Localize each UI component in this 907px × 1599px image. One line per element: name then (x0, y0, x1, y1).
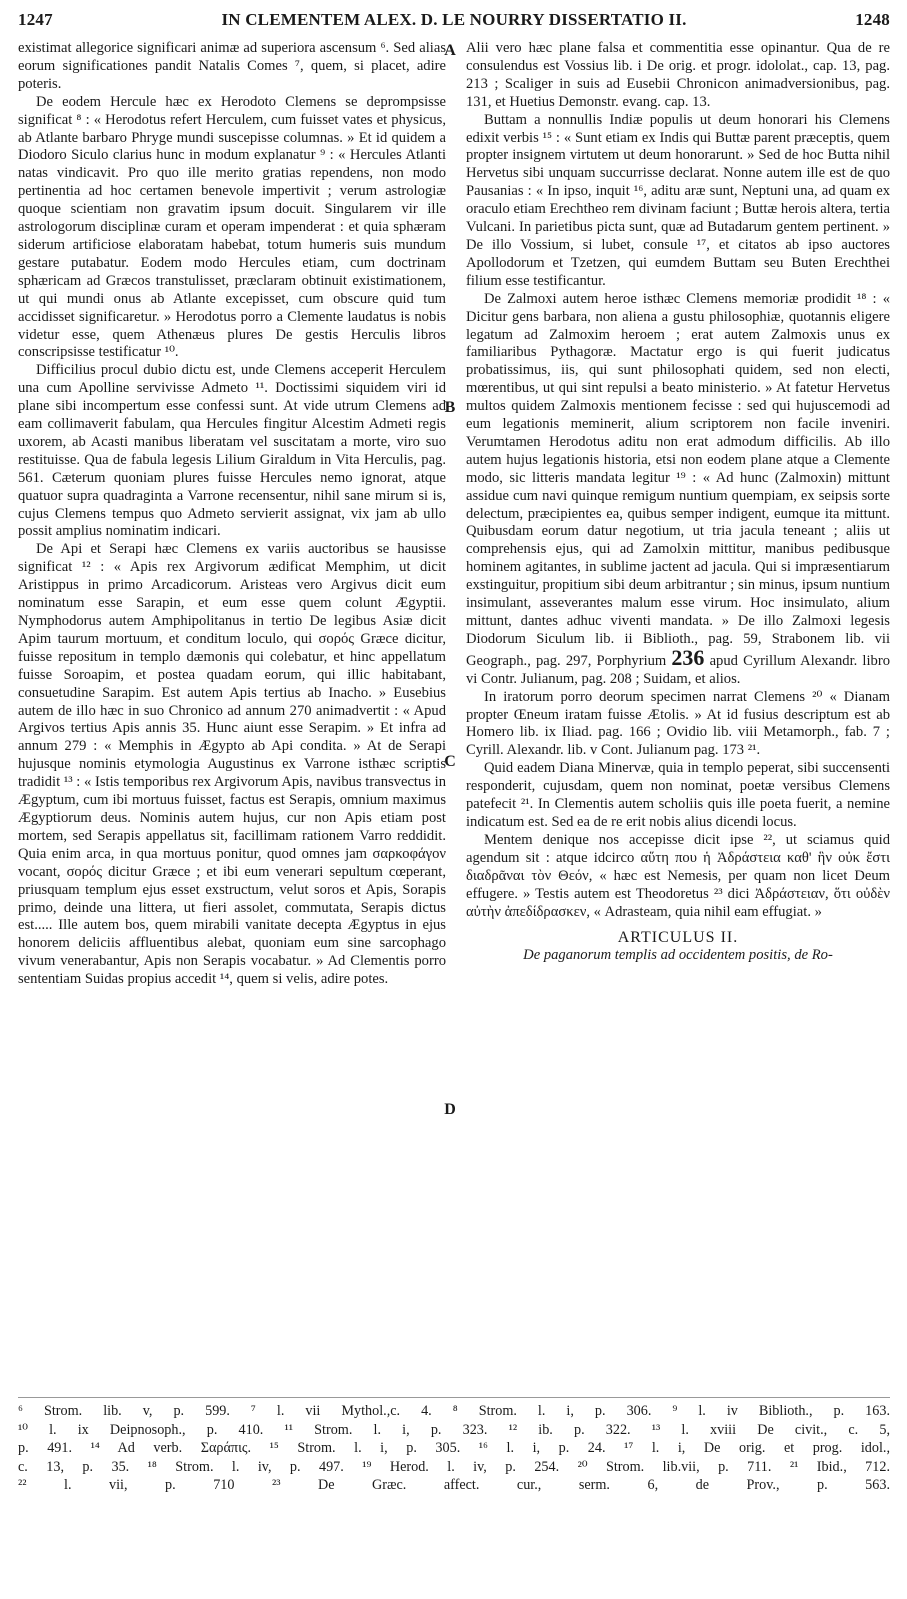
running-title: IN CLEMENTEM ALEX. D. LE NOURRY DISSERTATIO II. (221, 10, 687, 29)
paragraph: Mentem denique nos accepisse dicit ipse ²², ut sciamus quid agendum sit : atque idcirco αὕτη που ἡ Ἀδράστεια καθ' ἣν οὐκ ἔστι διαδρᾶναι τὸν Θεόν, « hæc est Nemesis, per quam non licet Deum effugere. » Testis autem est Theodoretus ²³ dici Ἀδράστειαν, ὅτι οὐδὲν αὐτὴν ἀπεδίδρασκεν, « Adrasteam, quia nihil eam effugiat. » (466, 831, 890, 920)
margin-marker-d: D (444, 1101, 456, 1118)
paragraph: De Zalmoxi autem heroe isthæc Clemens memoriæ prodidit ¹⁸ : « Dicitur gens barbara, non aliena a gustu philosophiæ, quotannis eligere legatum ad Zalmoxim heroem ; erat autem Zalmoxis unus ex familiaribus Pythagoræ. Mactatur ergo is qui fuerit judicatus probatissimus, iis, qui sunt philosophati quidem, sed non electi, mœrentibus, ut qui sint repulsi a beato ministerio. » At fatetur Hervetus multos quidem Zalmoxis mentionem fecisse : sed qui hujuscemodi ad eum legationis meminerit, alium scriptorem non facile inveniri. Verumtamen Herodotus aditu non erat admodum difficilis. Ab illo autem hujus legationis historia, etsi non eodem plane atque a Clemente modo, sic litteris mandata legitur ¹⁹ : « Ad hunc (Zalmoxin) mittunt assidue cum navi quinque remigum nuntium quempiam, ex seipsis sorte delectum, præcipientes ea, quibus semper indigent, eumque ita mittunt. Quibusdam eorum datur negotium, ut tria jacula teneant ; aliis ut comprehensis ejus, qui ad Zamolxin mittitur, manibus pedibusque hominem agitantes, in sublime jactent ad jacula. Qui si impræsentiarum exstinguitur, propitium sibi deum arbitrantur ; sin minus, ipsum nuntium insimulant, asseverantes malum esse virum. Hoc insimulato, alium mittunt, dantes adhuc viventi mandata. » De illo Zalmoxi legesis Diodorum Siculum lib. ii Biblioth., pag. 59, Strabonem lib. vii Geograph., pag. 297, Porphyrium 236 apud Cyrillum Alexandr. libro vi Contr. Julianum, pag. 208 ; Suidam, et alios. (466, 290, 890, 687)
paragraph: existimat allegorice significari animæ ad superiora ascensum ⁶. Sed alias eorum significationes pandit Natalis Comes ⁷, quem, si placet, adire poteris. (18, 40, 446, 92)
running-header (18, 10, 890, 32)
footnote-rule (18, 1397, 890, 1398)
footnote-line: ²² l. vii, p. 710 ²³ De Græc. affect. cur., serm. 6, de Prov., p. 563. (18, 1477, 890, 1493)
inline-page-number: 236 (671, 644, 705, 670)
footnote-line: p. 491. ¹⁴ Ad verb. Σαράπις. ¹⁵ Strom. l. i, p. 305. ¹⁶ l. i, p. 24. ¹⁷ l. i, De orig. et prog. idol., (18, 1440, 890, 1456)
margin-marker-a: A (444, 42, 456, 59)
paragraph: De Api et Serapi hæc Clemens ex variis auctoribus se hausisse significat ¹² : « Apis rex Argivorum ædificat Memphim, ut dicit Aristippus in primo Arcadicorum. Aristeas vero Argivus dicit eum nominatum esse Sarapin, et eum esse quem colunt Ægyptii. Nymphodorus autem Amphipolitanus in tertio De legibus Asiæ dicit Apim taurum mortuum, et conditum loculo, qui σορός Græce dicitur, fuisse repositum in templo dæmonis qui colebatur, et hinc appellatum fuisse Soroapim, et postea quadam eorum, qui illic habitabant, consuetudine Sarapim. Est autem Apis tertius ab Inacho. » Eusebius autem de illo hæc in suo Chronico ad annum 270 animadvertit : « Apud Argivos tertius Apis annis 35. Hunc aiunt esse Serapim. » Et infra ad annum 279 : « Memphis in Ægypto ab Api condita. » At de Serapi hujusque nominis etymologia Augustinus ex Varrone isthæc scriptis tradidit ¹³ : « Istis temporibus rex Argivorum Apis, navibus transvectus in Ægyptum, cum ibi mortuus fuisset, factus est Serapis, omnium maximus Ægyptiorum deus. Nominis autem hujus, cur non Apis etiam post mortem, sed Serapis appellatus sit, facillimam rationem Varro reddidit. Quia enim arca, in qua mortuus ponitur, quod omnes jam σαρκοφάγον vocant, σορός dicitur Græce ; et ibi eum venerari sepultum cœperant, priusquam templum ejus esset exstructum, velut soros et Apis, Sorapis primo, deinde una littera, ut fieri assolet, commutata, Serapis dictus est..... Ille autem bos, quem mirabili vanitate decepta Ægyptus in ejus honorem deliciis affluentibus alebat, quoniam eum sine sarcophago vivum venerabantur, Apis non Serapis vocabatur. » Ad Clementis porro sententiam Suidas propius accedit ¹⁴, quem si velis, adire potes. (18, 541, 446, 988)
paragraph: In iratorum porro deorum specimen narrat Clemens ²⁰ « Dianam propter Œneum iratam fuisse Ætolis. » At id fusius descriptum est ab Homero lib. ix Iliad. pag. 166 ; Ovidio lib. viii Metamorph., fab. 7 ; Cyrill. Alexandr. lib. v Cont. Julianum pag. 173 ²¹. (466, 688, 890, 759)
right-column (466, 40, 890, 1395)
paragraph: Buttam a nonnullis Indiæ populis ut deum honorari his Clemens edixit verbis ¹⁵ : « Sunt etiam ex Indis qui Buttæ parent præceptis, quem propter insignem virtutem ut deum honorarunt. » Sed de hoc Butta nihil Hervetus sibi unquam succurrisse declarat. Nonne autem ille est de quo Pausanias : « In ipso, inquit ¹⁶, aditu aræ sunt, Neptuni una, ad quam ex oraculo etiam Erechtheo rem divinam faciunt ; Buttæ herois altera, tertia Vulcani. In parietibus picta sunt, quæ ad Butadarum gentem pertinent. » De illo Vossium, si lubet, consule ¹⁷, et citatos ab ipso auctores Apollodorum et Tzetzen, qui eumdem Buttam seu Buten Erechthei filium esse testificantur. (466, 111, 890, 289)
page-number-left: 1247 (18, 10, 53, 29)
footnote-line: ⁶ Strom. lib. v, p. 599. ⁷ l. vii Mythol.,c. 4. ⁸ Strom. l. i, p. 306. ⁹ l. iv Biblioth., p. 163. (18, 1403, 890, 1419)
paragraph: De eodem Hercule hæc ex Herodoto Clemens se deprompsisse significat ⁸ : « Herodotus refert Herculem, cum fuisset vates et physicus, ab Atlante barbaro Phryge mundi suscepisse columnas. » Et id quidem a Diodoro Siculo clarius hunc in modum explanatur ⁹ : « Hercules Atlanti natas vindicavit. Pro quo ille merito gratias rependens, non modo pertinentia ad hoc certamen benevole impertivit ; verum astrologiæ quoque scientiam non gravatim ipsum docuit. Singularem vir ille astrologorum disciplinæ curam et operam impenderat : et quia sphæram siderum artificiose elaboratam habebat, totum humeris suis mundum gestare putabatur. Eodem modo Hercules etiam, cum doctrinam sphæricam ad Græcos transtulisset, præclaram obtinuit existimationem, ut qui mundi onus ab Atlante excepisset, cum obscure quid tum accidisset significaretur. » Herodotus porro a Clemente laudatus is nobis videtur esse, quem Athenæus plures De gestis Herculis libros conscripsisse testificatur ¹⁰. (18, 93, 446, 361)
margin-marker-b: B (444, 399, 456, 416)
footnote-line: ¹⁰ l. ix Deipnosoph., p. 410. ¹¹ Strom. l. i, p. 323. ¹² ib. p. 322. ¹³ l. xviii De civit., c. 5, (18, 1421, 890, 1438)
margin-marker-c: C (444, 753, 456, 770)
page-number-right: 1248 (855, 10, 890, 29)
article-title: ARTICULUS II. (617, 929, 739, 947)
footnotes (18, 1402, 890, 1495)
article-subtitle: De paganorum templis ad occidentem positis, de Ro- (523, 947, 833, 964)
footnote-line: c. 13, p. 35. ¹⁸ Strom. l. iv, p. 497. ¹⁹ Herod. l. iv, p. 254. ²⁰ Strom. lib.vii, p. 711. ²¹ Ibid., 712. (18, 1458, 890, 1475)
paragraph: Alii vero hæc plane falsa et commentitia esse opinantur. Qua de re consulendus est Vossius lib. i De orig. et progr. idololat., cap. 13, pag. 213 ; Scaliger in suis ad Eusebii Chronicon animadversionibus, pag. 131, et Huetius Demonstr. evang. cap. 13. (466, 40, 890, 110)
paragraph: Difficilius procul dubio dictu est, unde Clemens acceperit Herculem una cum Apolline servivisse Admeto ¹¹. Doctissimi siquidem viri id plane sibi incompertum esse confessi sunt. At vide utrum Clemens ad eam collimaverit fabulam, qua Hercules fingitur Alcestim Admeti regis uxorem, ab Acasti manibus liberatam vel suscitatam a morte, viro suo restituisse. Qua de fabula legesis Lilium Giraldum in Vita Herculis, pag. 561. Cæterum quoniam plures fuisse Hercules nemo ignorat, atque quatuor supra quadraginta a Varrone recensentur, nihil sane mirum si is, cujus Clemens tempus quo Admeto servierit assignat, vix jam ab ullo possit amplius nominatim indicari. (18, 362, 446, 540)
left-column (18, 40, 446, 1395)
paragraph: Quid eadem Diana Minervæ, quia in templo peperat, sibi succensenti responderit, cujusdam, quem non nominat, poetæ versibus Clemens patefecit ²¹. In Clementis autem scholiis quis ille poeta fuerit, a nemine indicatum est. Sed ea de re erit nobis alius dicendi locus. (466, 760, 890, 830)
